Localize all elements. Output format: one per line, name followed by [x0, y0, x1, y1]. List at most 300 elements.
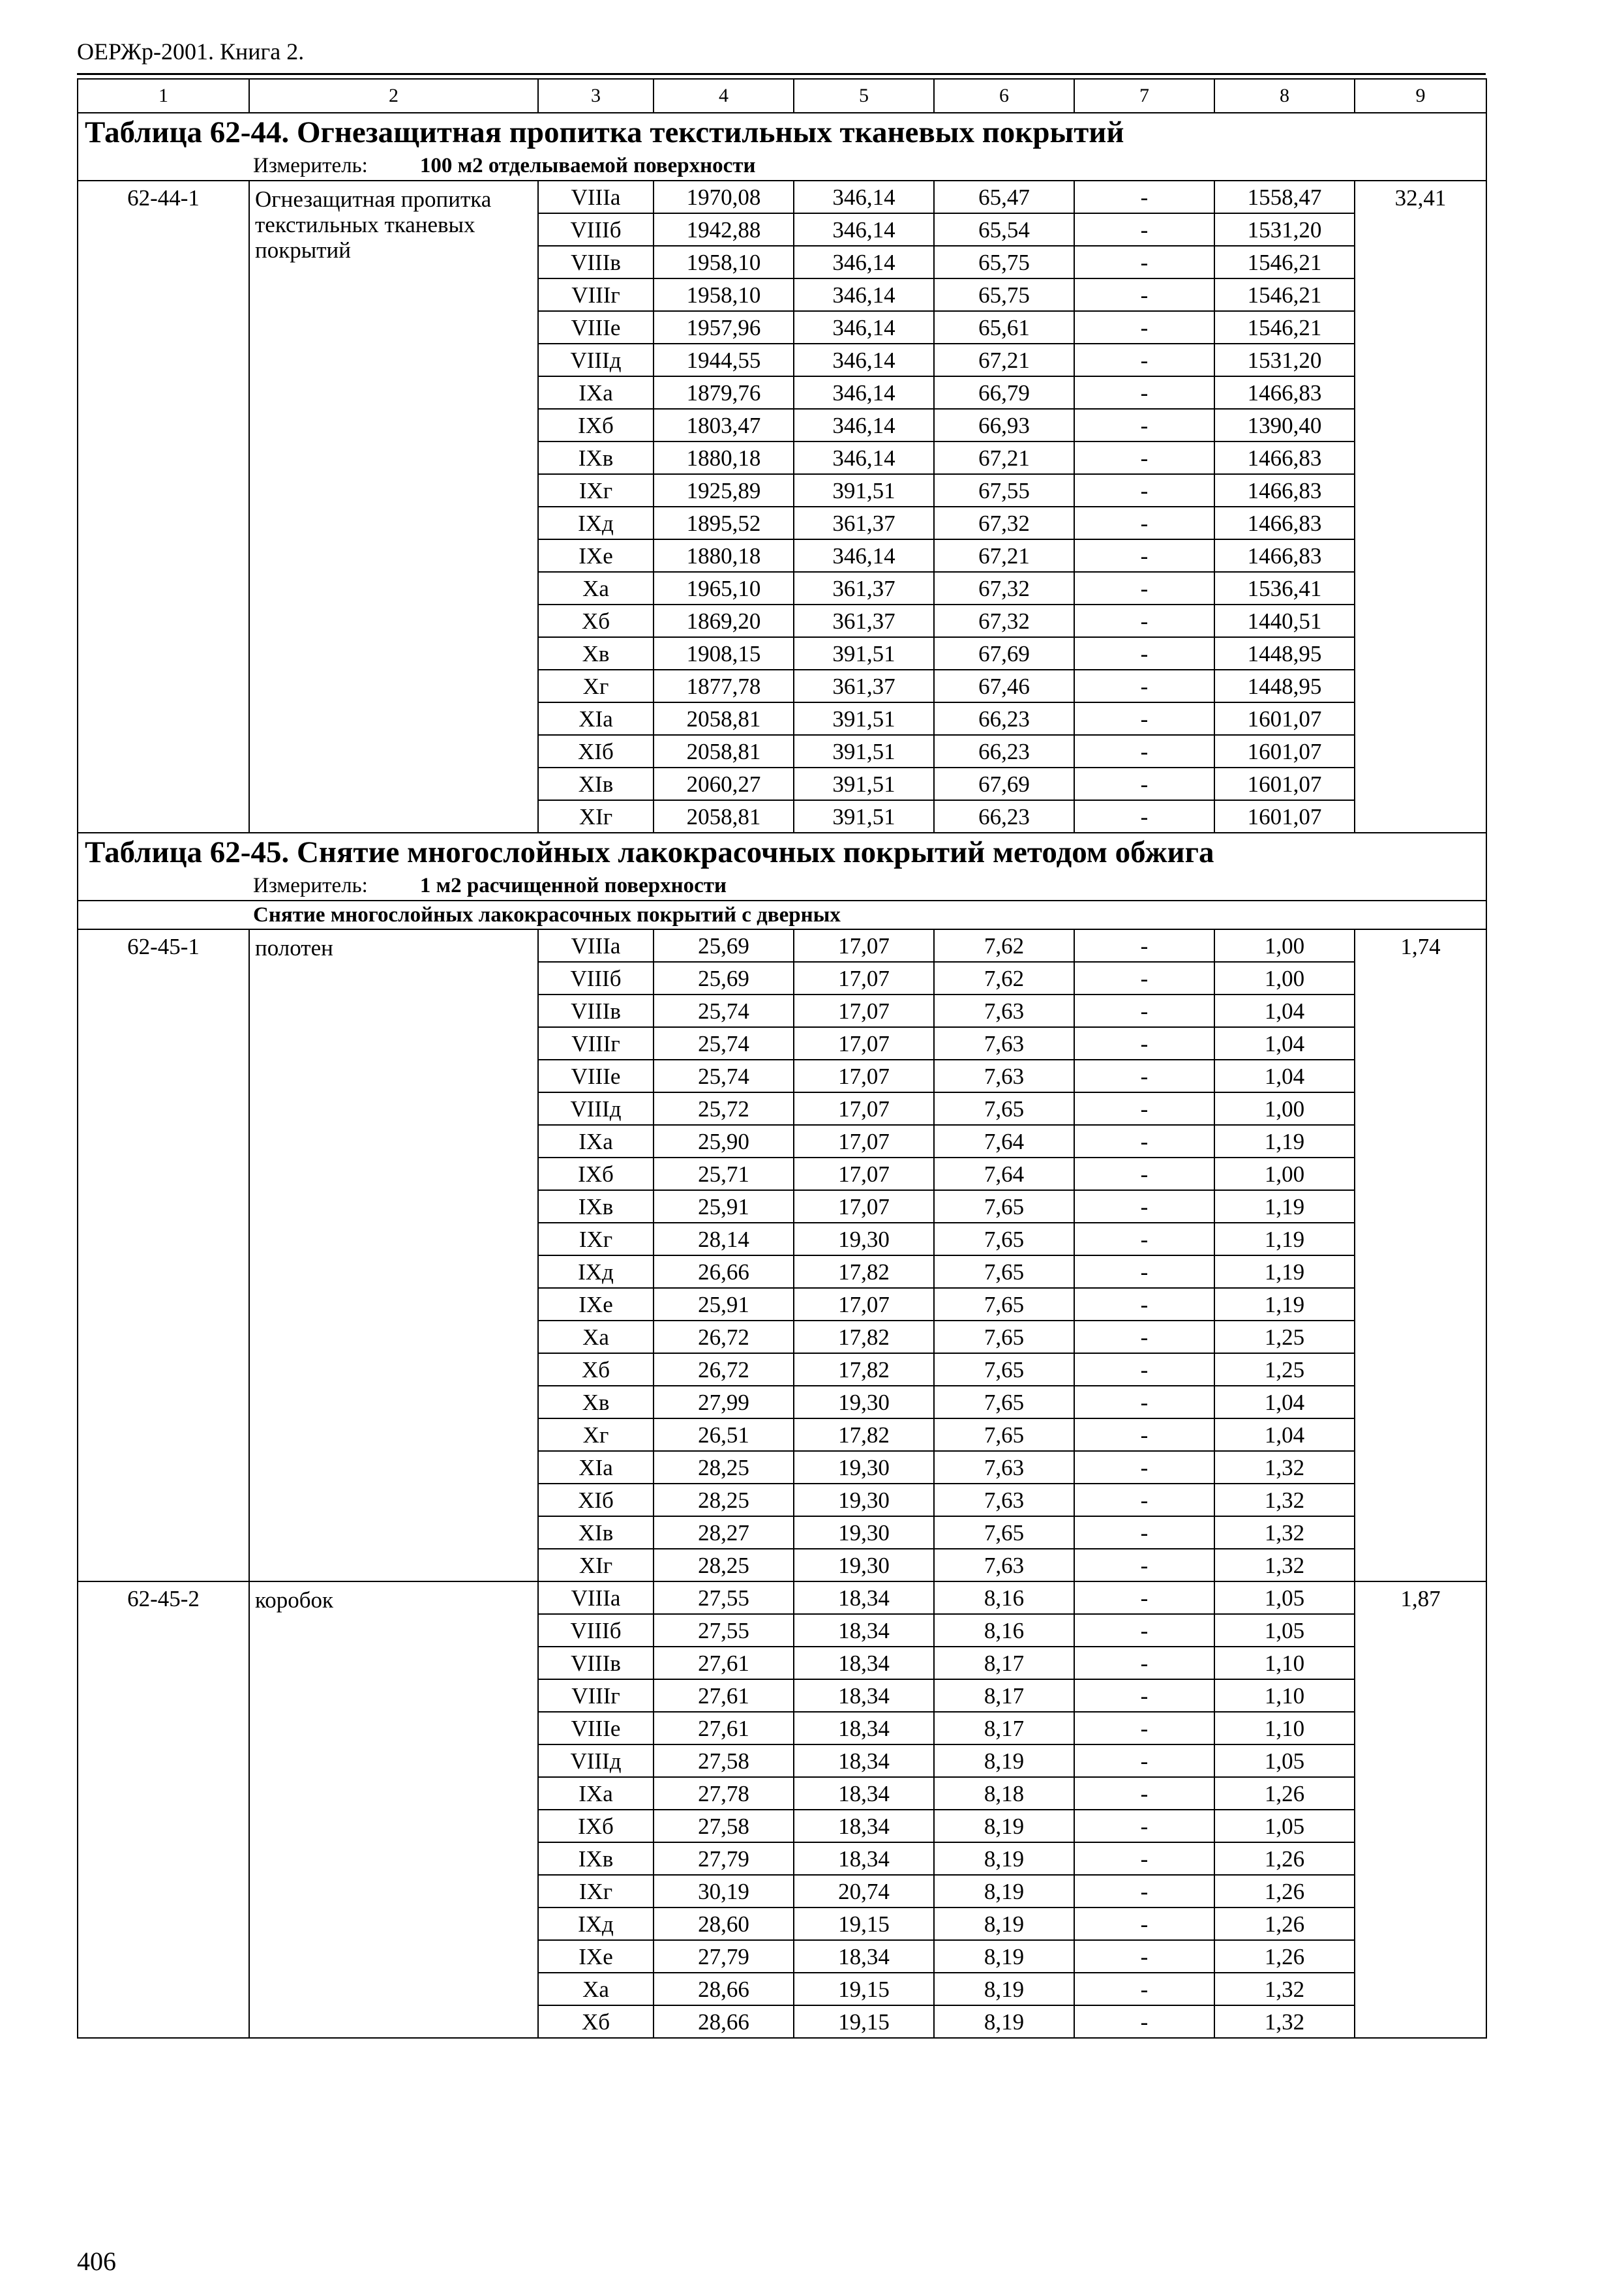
value-cell: 8,19	[934, 1810, 1074, 1842]
value-cell: 1536,41	[1214, 572, 1355, 605]
value-cell: 8,17	[934, 1647, 1074, 1679]
value-cell: 7,63	[934, 995, 1074, 1027]
value-cell: 27,79	[654, 1842, 794, 1875]
value-cell: 7,63	[934, 1451, 1074, 1484]
value-cell: -	[1074, 1679, 1214, 1712]
value-cell: 67,32	[934, 572, 1074, 605]
value-cell: 17,07	[794, 995, 934, 1027]
value-cell: 1390,40	[1214, 409, 1355, 441]
value-cell: 18,34	[794, 1581, 934, 1614]
value-cell: 25,74	[654, 995, 794, 1027]
zone-cell: XIб	[538, 1484, 654, 1516]
value-cell: 1,00	[1214, 1158, 1355, 1190]
value-cell: 1440,51	[1214, 605, 1355, 637]
value-cell: 1466,83	[1214, 507, 1355, 539]
value-cell: -	[1074, 995, 1214, 1027]
column-number: 9	[1355, 79, 1486, 113]
item-col9-value: 32,41	[1355, 181, 1486, 833]
value-cell: 27,55	[654, 1581, 794, 1614]
value-cell: 1,32	[1214, 1516, 1355, 1549]
value-cell: 65,47	[934, 181, 1074, 213]
zone-cell: VIIIг	[538, 1027, 654, 1060]
value-cell: 28,27	[654, 1516, 794, 1549]
value-cell: 26,51	[654, 1418, 794, 1451]
value-cell: 1,00	[1214, 1092, 1355, 1125]
value-cell: -	[1074, 246, 1214, 278]
value-cell: -	[1074, 1744, 1214, 1777]
zone-cell: VIIIб	[538, 213, 654, 246]
item-code: 62-44-1	[78, 181, 249, 833]
value-cell: -	[1074, 507, 1214, 539]
value-cell: 7,65	[934, 1288, 1074, 1321]
value-cell: 1880,18	[654, 441, 794, 474]
value-cell: 26,66	[654, 1255, 794, 1288]
value-cell: 7,65	[934, 1516, 1074, 1549]
value-cell: 66,23	[934, 702, 1074, 735]
item-code: 62-45-1	[78, 929, 249, 1581]
value-cell: 28,66	[654, 2005, 794, 2038]
value-cell: 1880,18	[654, 539, 794, 572]
value-cell: -	[1074, 1353, 1214, 1386]
zone-cell: Xг	[538, 1418, 654, 1451]
value-cell: -	[1074, 1614, 1214, 1647]
zone-cell: IXе	[538, 1288, 654, 1321]
zone-cell: Xб	[538, 2005, 654, 2038]
value-cell: 1531,20	[1214, 213, 1355, 246]
value-cell: 65,75	[934, 278, 1074, 311]
zone-cell: Xв	[538, 637, 654, 670]
value-cell: -	[1074, 1060, 1214, 1092]
value-cell: -	[1074, 1190, 1214, 1223]
value-cell: 7,64	[934, 1158, 1074, 1190]
zone-cell: VIIIе	[538, 1712, 654, 1744]
value-cell: 1970,08	[654, 181, 794, 213]
value-cell: -	[1074, 344, 1214, 376]
value-cell: 25,71	[654, 1158, 794, 1190]
value-cell: 7,63	[934, 1549, 1074, 1581]
value-cell: 7,65	[934, 1190, 1074, 1223]
zone-cell: XIг	[538, 800, 654, 833]
zone-cell: IXе	[538, 1940, 654, 1973]
zone-cell: IXв	[538, 441, 654, 474]
item-col9-value: 1,74	[1355, 929, 1486, 1581]
value-cell: -	[1074, 1647, 1214, 1679]
value-cell: 20,74	[794, 1875, 934, 1908]
value-cell: 27,78	[654, 1777, 794, 1810]
measure-label: Измеритель:	[253, 154, 368, 177]
value-cell: 1,04	[1214, 1386, 1355, 1418]
value-cell: 1,05	[1214, 1581, 1355, 1614]
zone-cell: XIв	[538, 1516, 654, 1549]
value-cell: -	[1074, 1712, 1214, 1744]
value-cell: 1466,83	[1214, 474, 1355, 507]
value-cell: -	[1074, 539, 1214, 572]
value-cell: 67,32	[934, 605, 1074, 637]
value-cell: 1944,55	[654, 344, 794, 376]
value-cell: 17,82	[794, 1321, 934, 1353]
zone-cell: IXг	[538, 1875, 654, 1908]
value-cell: 1546,21	[1214, 246, 1355, 278]
value-cell: 27,61	[654, 1679, 794, 1712]
value-cell: 1531,20	[1214, 344, 1355, 376]
value-cell: 1,04	[1214, 1418, 1355, 1451]
value-cell: 8,19	[934, 1940, 1074, 1973]
value-cell: -	[1074, 572, 1214, 605]
value-cell: 1448,95	[1214, 670, 1355, 702]
value-cell: 28,25	[654, 1549, 794, 1581]
value-cell: 8,17	[934, 1712, 1074, 1744]
value-cell: 1,04	[1214, 1060, 1355, 1092]
value-cell: 7,63	[934, 1484, 1074, 1516]
value-cell: 67,32	[934, 507, 1074, 539]
value-cell: 66,23	[934, 735, 1074, 768]
value-cell: 1,25	[1214, 1353, 1355, 1386]
column-number: 6	[934, 79, 1074, 113]
zone-cell: Xа	[538, 1973, 654, 2005]
value-cell: 346,14	[794, 181, 934, 213]
value-cell: 17,07	[794, 929, 934, 962]
zone-cell: IXе	[538, 539, 654, 572]
value-cell: 7,64	[934, 1125, 1074, 1158]
value-cell: -	[1074, 1484, 1214, 1516]
table-title: Таблица 62-44. Огнезащитная пропитка текстильных тканевых покрытий	[78, 113, 1486, 152]
value-cell: 1546,21	[1214, 278, 1355, 311]
zone-cell: IXв	[538, 1190, 654, 1223]
zone-cell: VIIIв	[538, 1647, 654, 1679]
zone-cell: XIг	[538, 1549, 654, 1581]
value-cell: 19,15	[794, 1973, 934, 2005]
value-cell: 66,93	[934, 409, 1074, 441]
value-cell: 1908,15	[654, 637, 794, 670]
value-cell: 65,75	[934, 246, 1074, 278]
value-cell: 65,54	[934, 213, 1074, 246]
value-cell: 391,51	[794, 735, 934, 768]
table-row	[78, 181, 1486, 213]
zone-cell: IXа	[538, 376, 654, 409]
value-cell: 1,25	[1214, 1321, 1355, 1353]
value-cell: 28,25	[654, 1451, 794, 1484]
zone-cell: Xб	[538, 1353, 654, 1386]
table-body	[78, 79, 1486, 2038]
value-cell: 17,07	[794, 1190, 934, 1223]
value-cell: 19,15	[794, 2005, 934, 2038]
value-cell: -	[1074, 1549, 1214, 1581]
zone-cell: IXг	[538, 1223, 654, 1255]
value-cell: -	[1074, 2005, 1214, 2038]
value-cell: 391,51	[794, 800, 934, 833]
value-cell: 7,65	[934, 1255, 1074, 1288]
value-cell: -	[1074, 474, 1214, 507]
value-cell: -	[1074, 1418, 1214, 1451]
value-cell: 1,26	[1214, 1842, 1355, 1875]
value-cell: 8,16	[934, 1581, 1074, 1614]
value-cell: -	[1074, 1908, 1214, 1940]
zone-cell: VIIIд	[538, 1092, 654, 1125]
zone-cell: VIIIв	[538, 995, 654, 1027]
measure-row	[78, 872, 1486, 901]
measure-unit: 100 м2 отделываемой поверхности	[419, 154, 756, 177]
value-cell: 27,79	[654, 1940, 794, 1973]
value-cell: 2058,81	[654, 800, 794, 833]
zone-cell: Xа	[538, 1321, 654, 1353]
zone-cell: VIIIе	[538, 1060, 654, 1092]
value-cell: 27,58	[654, 1744, 794, 1777]
value-cell: 1601,07	[1214, 735, 1355, 768]
zone-cell: XIб	[538, 735, 654, 768]
zone-cell: VIIIб	[538, 962, 654, 995]
value-cell: 66,23	[934, 800, 1074, 833]
value-cell: -	[1074, 278, 1214, 311]
value-cell: 27,58	[654, 1810, 794, 1842]
value-cell: -	[1074, 1027, 1214, 1060]
value-cell: -	[1074, 1255, 1214, 1288]
value-cell: 18,34	[794, 1777, 934, 1810]
value-cell: -	[1074, 1451, 1214, 1484]
value-cell: 7,63	[934, 1027, 1074, 1060]
value-cell: 17,07	[794, 1125, 934, 1158]
value-cell: 1,32	[1214, 1484, 1355, 1516]
measure-unit-cell	[78, 872, 1486, 901]
value-cell: 361,37	[794, 572, 934, 605]
column-number: 7	[1074, 79, 1214, 113]
value-cell: -	[1074, 1386, 1214, 1418]
value-cell: 346,14	[794, 409, 934, 441]
zone-cell: IXа	[538, 1125, 654, 1158]
value-cell: 18,34	[794, 1940, 934, 1973]
value-cell: -	[1074, 1581, 1214, 1614]
zone-cell: IXб	[538, 1158, 654, 1190]
value-cell: 8,19	[934, 1908, 1074, 1940]
value-cell: -	[1074, 441, 1214, 474]
value-cell: -	[1074, 962, 1214, 995]
zone-cell: VIIIа	[538, 181, 654, 213]
value-cell: -	[1074, 768, 1214, 800]
page-header: ОЕРЖр-2001. Книга 2.	[77, 38, 305, 65]
value-cell: 1,00	[1214, 962, 1355, 995]
table-row	[78, 1581, 1486, 1614]
value-cell: 30,19	[654, 1875, 794, 1908]
value-cell: -	[1074, 1810, 1214, 1842]
value-cell: 17,07	[794, 1288, 934, 1321]
item-code: 62-45-2	[78, 1581, 249, 2038]
value-cell: 26,72	[654, 1353, 794, 1386]
value-cell: 1,10	[1214, 1647, 1355, 1679]
value-cell: 1,05	[1214, 1810, 1355, 1842]
value-cell: 67,21	[934, 539, 1074, 572]
measure-unit-cell	[78, 152, 1486, 181]
zone-cell: Xа	[538, 572, 654, 605]
value-cell: 66,79	[934, 376, 1074, 409]
value-cell: -	[1074, 1842, 1214, 1875]
value-cell: 346,14	[794, 213, 934, 246]
value-cell: 67,21	[934, 441, 1074, 474]
zone-cell: IXб	[538, 409, 654, 441]
value-cell: -	[1074, 929, 1214, 962]
column-number-row	[78, 79, 1486, 113]
value-cell: -	[1074, 311, 1214, 344]
value-cell: 18,34	[794, 1744, 934, 1777]
value-cell: 19,30	[794, 1516, 934, 1549]
value-cell: 346,14	[794, 344, 934, 376]
value-cell: 1558,47	[1214, 181, 1355, 213]
value-cell: 25,69	[654, 929, 794, 962]
value-cell: 1448,95	[1214, 637, 1355, 670]
value-cell: 1,05	[1214, 1744, 1355, 1777]
value-cell: 8,17	[934, 1679, 1074, 1712]
value-cell: 27,55	[654, 1614, 794, 1647]
value-cell: -	[1074, 1516, 1214, 1549]
value-cell: 7,65	[934, 1386, 1074, 1418]
value-cell: 67,69	[934, 768, 1074, 800]
value-cell: 8,18	[934, 1777, 1074, 1810]
value-cell: 8,16	[934, 1614, 1074, 1647]
zone-cell: IXд	[538, 507, 654, 539]
value-cell: 25,72	[654, 1092, 794, 1125]
value-cell: 346,14	[794, 246, 934, 278]
value-cell: -	[1074, 181, 1214, 213]
value-cell: -	[1074, 1940, 1214, 1973]
zone-cell: IXа	[538, 1777, 654, 1810]
value-cell: 28,60	[654, 1908, 794, 1940]
value-cell: 8,19	[934, 2005, 1074, 2038]
value-cell: 25,69	[654, 962, 794, 995]
value-cell: 19,15	[794, 1908, 934, 1940]
value-cell: -	[1074, 409, 1214, 441]
zone-cell: VIIIа	[538, 929, 654, 962]
value-cell: 19,30	[794, 1386, 934, 1418]
value-cell: 346,14	[794, 539, 934, 572]
value-cell: 17,07	[794, 1092, 934, 1125]
value-cell: 25,91	[654, 1190, 794, 1223]
value-cell: 1895,52	[654, 507, 794, 539]
value-cell: 18,34	[794, 1614, 934, 1647]
value-cell: -	[1074, 1875, 1214, 1908]
value-cell: 8,19	[934, 1875, 1074, 1908]
value-cell: 1877,78	[654, 670, 794, 702]
value-cell: 8,19	[934, 1973, 1074, 2005]
value-cell: 1,04	[1214, 1027, 1355, 1060]
zone-cell: VIIIе	[538, 311, 654, 344]
value-cell: -	[1074, 735, 1214, 768]
item-description: Огнезащитная пропитка текстильных тканевых покрытий	[249, 181, 538, 833]
value-cell: 19,30	[794, 1484, 934, 1516]
value-cell: 1957,96	[654, 311, 794, 344]
value-cell: 1,26	[1214, 1777, 1355, 1810]
zone-cell: VIIIг	[538, 278, 654, 311]
value-cell: 346,14	[794, 311, 934, 344]
value-cell: -	[1074, 670, 1214, 702]
column-number: 2	[249, 79, 538, 113]
value-cell: -	[1074, 1288, 1214, 1321]
zone-cell: XIа	[538, 702, 654, 735]
value-cell: 1601,07	[1214, 768, 1355, 800]
page-number: 406	[77, 2247, 116, 2276]
value-cell: 1,26	[1214, 1940, 1355, 1973]
value-cell: 7,65	[934, 1223, 1074, 1255]
value-cell: 1,32	[1214, 1451, 1355, 1484]
value-cell: 67,21	[934, 344, 1074, 376]
value-cell: -	[1074, 1321, 1214, 1353]
subheading-row	[78, 901, 1486, 929]
zone-cell: VIIIд	[538, 1744, 654, 1777]
value-cell: 1,00	[1214, 929, 1355, 962]
value-cell: 2058,81	[654, 702, 794, 735]
value-cell: 27,99	[654, 1386, 794, 1418]
value-cell: 361,37	[794, 605, 934, 637]
value-cell: 19,30	[794, 1549, 934, 1581]
value-cell: 391,51	[794, 474, 934, 507]
value-cell: 25,91	[654, 1288, 794, 1321]
value-cell: 1925,89	[654, 474, 794, 507]
value-cell: 1,26	[1214, 1908, 1355, 1940]
value-cell: 28,14	[654, 1223, 794, 1255]
value-cell: 2060,27	[654, 768, 794, 800]
value-cell: 1965,10	[654, 572, 794, 605]
zone-cell: VIIIв	[538, 246, 654, 278]
value-cell: 1879,76	[654, 376, 794, 409]
column-number: 3	[538, 79, 654, 113]
value-cell: -	[1074, 637, 1214, 670]
zone-cell: VIIIг	[538, 1679, 654, 1712]
value-cell: 28,25	[654, 1484, 794, 1516]
value-cell: 17,07	[794, 962, 934, 995]
value-cell: 1466,83	[1214, 539, 1355, 572]
value-cell: 7,62	[934, 929, 1074, 962]
zone-cell: IXб	[538, 1810, 654, 1842]
value-cell: 1466,83	[1214, 376, 1355, 409]
value-cell: 391,51	[794, 637, 934, 670]
value-cell: 346,14	[794, 441, 934, 474]
value-cell: 67,55	[934, 474, 1074, 507]
value-cell: 1601,07	[1214, 800, 1355, 833]
column-number: 8	[1214, 79, 1355, 113]
value-cell: 1,04	[1214, 995, 1355, 1027]
item-description: полотен	[249, 929, 538, 1581]
value-cell: 67,46	[934, 670, 1074, 702]
table-title-row	[78, 113, 1486, 152]
value-cell: 7,65	[934, 1353, 1074, 1386]
value-cell: 1942,88	[654, 213, 794, 246]
value-cell: 18,34	[794, 1842, 934, 1875]
value-cell: -	[1074, 213, 1214, 246]
value-cell: 1,19	[1214, 1255, 1355, 1288]
value-cell: 1,10	[1214, 1679, 1355, 1712]
value-cell: 17,82	[794, 1255, 934, 1288]
value-cell: 1,10	[1214, 1712, 1355, 1744]
value-cell: 1546,21	[1214, 311, 1355, 344]
value-cell: 19,30	[794, 1223, 934, 1255]
zone-cell: IXв	[538, 1842, 654, 1875]
value-cell: 7,65	[934, 1418, 1074, 1451]
item-col9-value: 1,87	[1355, 1581, 1486, 2038]
value-cell: 25,74	[654, 1060, 794, 1092]
value-cell: 17,82	[794, 1353, 934, 1386]
value-cell: 18,34	[794, 1810, 934, 1842]
value-cell: -	[1074, 800, 1214, 833]
value-cell: 2058,81	[654, 735, 794, 768]
value-cell: 27,61	[654, 1712, 794, 1744]
value-cell: 1,05	[1214, 1614, 1355, 1647]
zone-cell: IXд	[538, 1908, 654, 1940]
measure-row	[78, 152, 1486, 181]
value-cell: -	[1074, 1125, 1214, 1158]
value-cell: 25,74	[654, 1027, 794, 1060]
measure-unit: 1 м2 расчищенной поверхности	[419, 874, 727, 897]
value-cell: 1,19	[1214, 1125, 1355, 1158]
value-cell: -	[1074, 1223, 1214, 1255]
value-cell: 1958,10	[654, 278, 794, 311]
table-row	[78, 929, 1486, 962]
